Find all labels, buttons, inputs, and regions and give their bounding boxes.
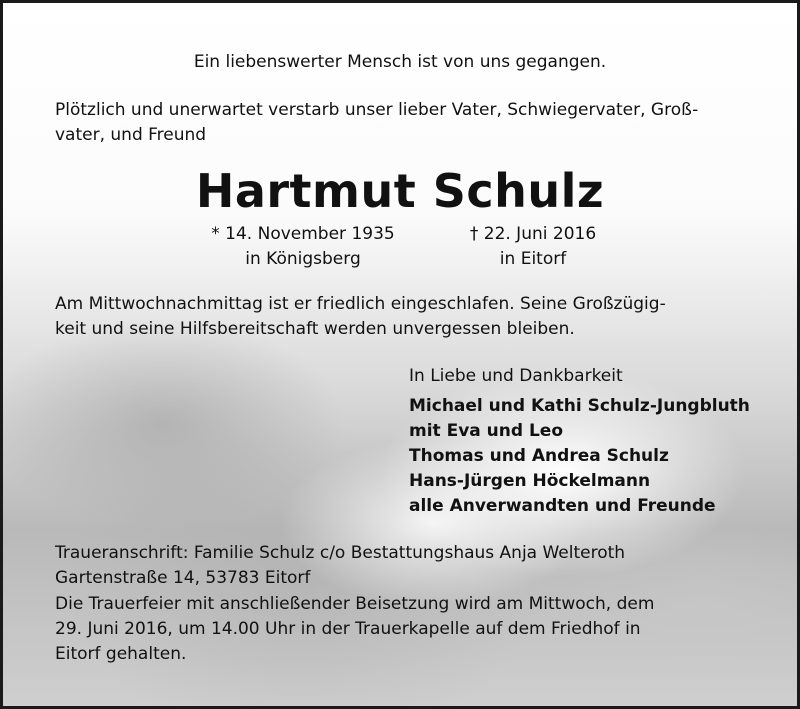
death-date: † 22. Juni 2016 [469,224,597,244]
birth-info [193,222,413,272]
tribute-line-1: Am Mittwochnachmittag ist er friedlich eingeschlafen. Seine Großzügig- [55,294,666,314]
intro-section [55,50,745,75]
announcement-line-1: Plötzlich und unerwartet verstarb unser lieber Vater, Schwiegervater, Groß- [55,100,699,120]
death-place: in Eitorf [499,249,567,269]
signers-section [409,364,769,519]
birth-date: * 14. November 1935 [211,224,395,244]
signer-3: Thomas und Andrea Schulz [409,446,669,466]
tribute-line-2: keit und seine Hilfsbereitschaft werden unvergessen bleiben. [55,319,575,339]
life-dates [3,222,797,274]
signer-2: mit Eva und Leo [409,421,564,441]
address-line-2: Gartenstraße 14, 53783 Eitorf [55,568,311,588]
deceased-name: Hartmut Schulz [195,164,605,218]
address-line-1: Traueranschrift: Familie Schulz c/o Bestattungshaus Anja Welteroth [55,543,626,563]
signer-1: Michael und Kathi Schulz-Jungbluth [409,396,750,416]
service-line-1: Die Trauerfeier mit anschließender Beisetzung wird am Mittwoch, dem [55,594,655,614]
service-line-2: 29. Juni 2016, um 14.00 Uhr in der Trauerkapelle auf dem Friedhof in [55,619,641,639]
service-section [55,592,745,667]
address-section [55,541,745,591]
signer-4: Hans-Jürgen Höckelmann [409,471,651,491]
birth-place: in Königsberg [245,249,361,269]
death-info [433,222,633,272]
tribute-section [55,292,745,342]
intro-text: Ein liebenswerter Mensch ist von uns gegangen. [193,52,607,72]
service-line-3: Eitorf gehalten. [55,644,187,664]
signer-5: alle Anverwandten und Freunde [409,496,716,516]
announcement-line-2: vater, und Freund [55,125,207,145]
announcement-section [55,98,745,148]
closing-phrase: In Liebe und Dankbarkeit [409,366,623,386]
